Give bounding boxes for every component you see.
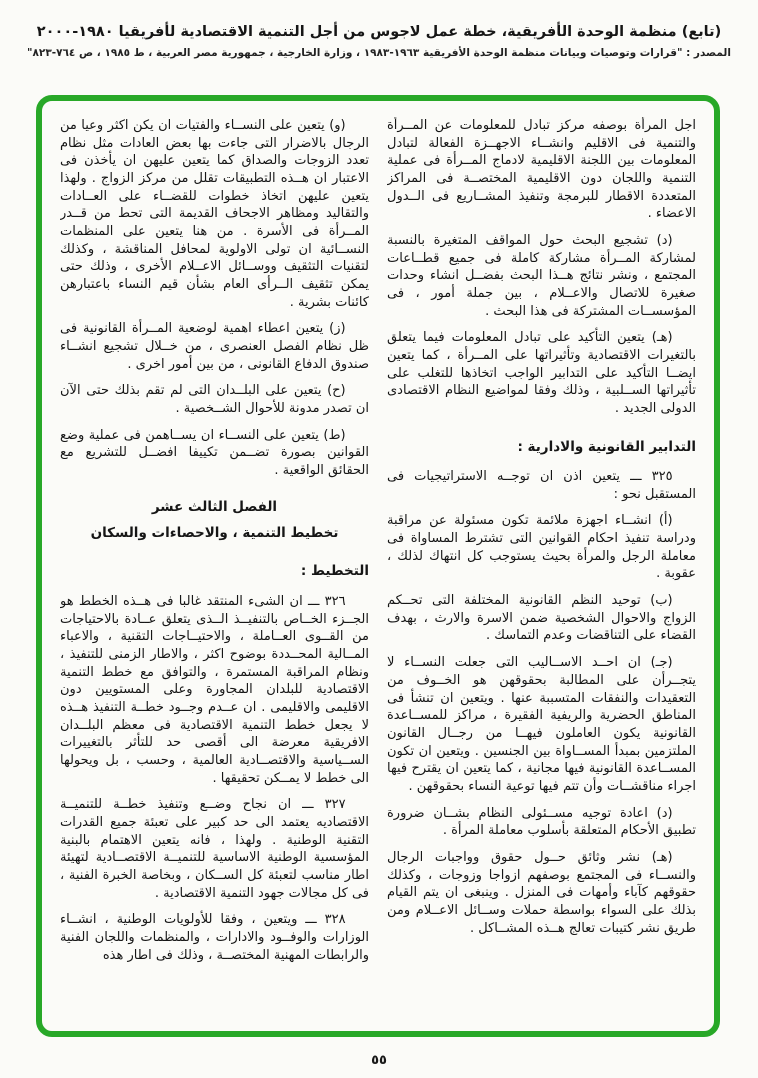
document-title: (تابع) منظمة الوحدة الأفريقية، خطة عمل لاجوس من أجل التنمية الاقتصادية لأفريقيا ١٩٨٠-٢٠٠٠ (36, 24, 722, 40)
two-column-text-area (60, 117, 696, 1023)
text-column-right (387, 117, 696, 1023)
green-content-frame (36, 95, 720, 1037)
section-heading: الفصل الثالث عشر (151, 498, 278, 515)
page-header (0, 24, 758, 59)
section-heading: التخطيط : (300, 563, 369, 580)
document-source-citation: المصدر : "قرارات وتوصيات وبيانات منظمة الوحدة الأفريقية ١٩٦٣-١٩٨٣ ، وزارة الخارجية ، جمهورية مصر العربية ، ط ١٩٨٥ ، ص ٧٦٤-٨٢٣" (27, 47, 731, 59)
paragraph: (هـ) نشر وثائق حــول حقوق وواجبات الرجال والنســاء فى المجتمع بوصفهم ازواجا وزوجات ، وكذلك حقوقهم كآباء وأمهات فى المنزل . وينبغى ان يتم القيام بذلك على السواء بواسطة حملات وســائل الاعــلام ومن طريق نشر كتيبات تعالج هــذه المشــاكل . (387, 849, 696, 936)
paragraph: ٣٢٦ ـــ ان الشىء المنتقد غالبا فى هــذه الخطط هو الجــزء الخــاص بالتنفيــذ الــذى يتعلق عــادة بالاحتياجات من القــوى العــاملة ، والاحتيــاجات التقنية ، والاعباء المــالية المحــددة بوضوح اكثر ، والاطار الزمنى للتنفيذ ، ونظام المراقبة المستمرة ، والتوافق مع خطط التنمية الاقتصادية للبلدان المجاورة وعلى المستويين دون الاقليمى والاقليمى . ان عــدم وجــود خطــة التنفيذ هــذه لا يجعل خطط التنمية الاقتصادية فى معظم البلــدان الافريقية معرضة الى أقصى حد للتأثر بالتغييرات الســياسية والاقتصــادية العالمية ، وحسب ، بل ويحولها الى خطط لا يمــكن تحقيقها . (60, 593, 369, 786)
page-footer (0, 1049, 758, 1068)
paragraph: اجل المرأة بوصفه مركز تبادل للمعلومات عن المــرأة والتنمية فى الاقليم وانشــاء الاجهــزة الفعالة لتبادل المعلومات بين اللجنة الاقليمية لادماج المــرأة فى عملية التنمية واللجان دون الاقليمية المختصــة فى المراكز المتعددة الاقطار للبرمجة وتنفيذ المشــاريع فى الــدول الاعضاء . (387, 118, 696, 222)
paragraph: (هـ) يتعين التأكيد على تبادل المعلومات فيما يتعلق بالتغيرات الاقتصادية وتأثيراتها على المــرأة ، كما يتعين ايضــا التأكيد على التدابير الواجب اتخاذها للتغلب على تأثيراتها الســلبية ، وذلك وفقا لمواضيع النظام الاقتصادى الدولى الجديد . (387, 330, 696, 417)
paragraph: ٣٢٨ ـــ ويتعين ، وفقا للأولويات الوطنية ، انشــاء الوزارات والوفــود والادارات ، والمنظمات واللجان الفنية والرابطات المهنية المختصــة ، وذلك فى اطار هذه (60, 912, 369, 963)
paragraph: ٣٢٧ ـــ ان نجاح وضــع وتنفيذ خطــة للتنميــة الاقتصاديه يعتمد الى حد كبير على تعبئة جميع القدرات التقنية الوطنية . ولهذا ، فانه يتعين الاهتمام بالبنية المؤسسية الوطنية الاساسية للتنميــة الاقتصــادية لتهيئة اطار مناسب لتعبئة كل الســكان ، وبخاصة الخبرة الفنية ، فى كل مجالات جهود التنمية الاقتصادية . (60, 797, 369, 901)
paragraph: (د) تشجيع البحث حول المواقف المتغيرة بالنسبة لمشاركة المــرأة مشاركة كاملة فى جميع قطــاعات المجتمع ، ونشر نتائج هــذا البحث بفضــل انشاء وحدات صغيرة للاتصال والاعــلام ، بين جملة أمور ، فى المؤسســات المشتركة فى هذا البحث . (387, 233, 696, 319)
paragraph: (د) اعادة توجيه مســئولى النظام بشــان ضرورة تطبيق الأحكام المتعلقة بأسلوب معاملة المرأة . (387, 805, 696, 839)
paragraph: (ب) توحيد النظم القانونية المختلفة التى تحــكم الزواج والاحوال الشخصية ضمن الاسرة والارث ، بهدف القضاء على التناقضات وعدم التماسك . (387, 593, 696, 644)
paragraph: (ح) يتعين على البلــدان التى لم تقم بذلك حتى الآن ان تصدر مدونة للأحوال الشــخصية . (60, 383, 369, 417)
paragraph: (ز) يتعين اعطاء اهمية لوضعية المــرأة القانونية فى ظل نظام الفصل العنصرى ، من خــلال تشجيع انشــاء صندوق الدفاع القانونى ، من بين أمور اخرى . (60, 321, 369, 372)
paragraph: (و) يتعين على النســاء والفتيات ان يكن اكثر وعيا من الرجال بالاضرار التى جاءت بها بعض العادات مثل نظام تعدد الزوجات والصداق كما يتعين عليهن ان يأخذن فى الاعتبار ان هــذه التطبيقات تقلل من مركز الزواج . ولهذا يتعين عليهن اتخاذ خطوات للقضــاء على العــادات والتقاليد ومظاهر الاجحاف القديمة التى تحط من قــدر المــرأة فى الأسرة . من هنا يتعين على المنظمات النســائية ان تولى الاولوية لمحافل المناقشة ، وكذلك لتقنيات التثقيف ووســائل الاعــلام الأخرى ، وذلك حتى يمكن تثقيف الــرأى العام بشأن قيم النساء باعتبارهن كائنات بشرية . (60, 118, 369, 310)
section-heading: التدابير القانونية والادارية : (517, 438, 696, 455)
paragraph: (أ) انشــاء اجهزة ملائمة تكون مسئولة عن مراقبة ودراسة تنفيذ احكام القوانين التى تشترط المساواة فى معاملة الرجل والمرأة بحيث يستوجب كل انتهاك لذلك ، عقوبة . (387, 513, 696, 582)
paragraph: (جـ) ان احــد الاســاليب التى جعلت النســاء لا يتجــرأن على المطالبة بحقوقهن هو الخــوف من التعقيدات والنفقات المتسببة عنها . ويتعين ان تنشأ فى المناطق الحضرية والريفية الفقيرة ، مراكز للمســاعدة القانونية يكون العاملون فيهــا من رجــال القانون الملتزمين بمبدأ المســاواة بين الجنسين . ويتعين ان تكون المســاعدة القانونية فيها مجانية ، كما يتعين ان يقترح فيها اجراء مناقشــات وأن تتم فيها توعية النساء بحقوقهن . (387, 655, 696, 794)
section-heading: تخطيط التنمية ، والاحصاءات والسكان (90, 525, 339, 542)
paragraph: ٣٢٥ ـــ يتعين اذن ان توجــه الاستراتيجيات فى المستقبل نحو : (387, 469, 696, 502)
text-column-left (60, 117, 369, 1023)
paragraph: (ط) يتعين على النســاء ان يســاهمن فى عملية وضع القوانين بصورة تضــمن تكييفا افضــل للتشريع مع الحقائق الواقعية . (60, 427, 369, 479)
page-number: ٥٥ (371, 1053, 387, 1068)
